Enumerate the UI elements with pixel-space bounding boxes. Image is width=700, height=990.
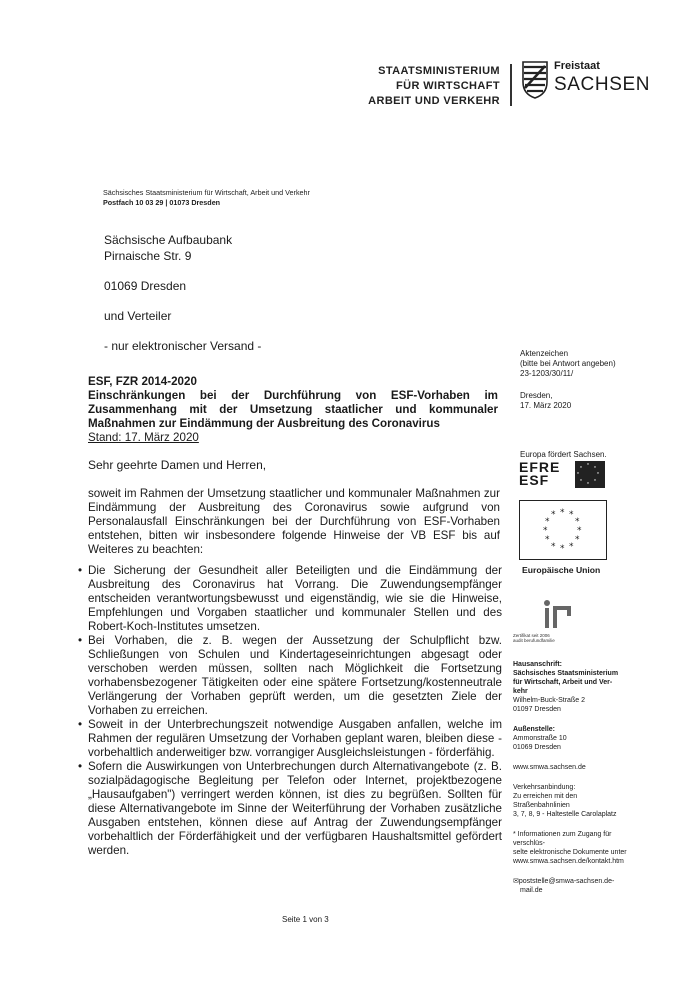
svg-text:*: * [560, 544, 565, 554]
reference-note: (bitte bei Antwort angeben) [520, 359, 616, 368]
address-line: 01097 Dresden [513, 706, 561, 713]
greeting: Sehr geehrte Damen und Herren, [88, 458, 267, 472]
svg-text:*: * [580, 466, 582, 472]
subject-block [88, 375, 498, 445]
subject-stand: Stand: 17. März 2020 [88, 431, 199, 444]
email-text: poststelle@smwa-sachsen.de- [518, 878, 615, 885]
email-block[interactable] [513, 877, 628, 895]
transport-line: 3, 7, 8, 9 - Haltestelle Carolaplatz [513, 811, 617, 818]
svg-text:*: * [569, 542, 574, 552]
svg-text:*: * [543, 526, 548, 536]
svg-text:*: * [569, 510, 574, 520]
bullet-icon: • [78, 564, 83, 577]
address-line: kehr [513, 688, 528, 695]
subject-title: Einschränkungen bei der Durchführung von ESF-Vorhaben im Zusammenhang mit der Umsetzung staatlicher und kommunaler Maßnahmen zur Eindämmung der Ausbreitung des Coronavirus [88, 389, 498, 430]
recipient-city: 01069 Dresden [104, 279, 187, 293]
address-block [513, 660, 628, 714]
bullet-text: Sofern die Auswirkungen von Unterbrechungen durch Alternativangebote (z. B. sozialpädagogische Begleitung per Telefon oder Internet, projektbezogene „Hausaufgaben") verringert werden können, ist dies zu begrüßen. Sollten für diese Alternativangebote im Sinne der Weiterführung der Vorhaben zusätzliche Ausgaben entstehen, können diese auf Antrag der Zuwendungsempfänger vorbehaltlich der Förderfähigkeit und der verfügbaren Haushaltsmittel gefördert werden. [88, 760, 502, 857]
svg-text:*: * [587, 482, 589, 488]
reference-number: 23-1203/30/11/ [520, 369, 574, 378]
list-item [78, 634, 502, 718]
bullet-icon: • [78, 718, 83, 731]
saxony-crest-icon [521, 60, 549, 100]
svg-text:*: * [577, 526, 582, 536]
address-line: für Wirtschaft, Arbeit und Ver- [513, 679, 613, 686]
svg-text:*: * [551, 542, 556, 552]
bullet-text: Bei Vorhaben, die z. B. wegen der Aussetzung der Schulpflicht bzw. Schließungen von Schulen und Kindertageseinrichtungen abgesagt oder verschoben werden müssen, sollten nach Möglichkeit die Fortsetzung vorhabensbezogener Tätigkeiten oder eine spätere Fortsetzung/kostenneutrale Verlängerung der Vorhaben geprüft werden, um die gesetzten Ziele der Vorhaben zu erreichen. [88, 634, 502, 717]
bullet-icon: • [78, 634, 83, 647]
transport-label: Verkehrsanbindung: [513, 784, 576, 791]
eu-mini-flag-icon [575, 461, 605, 488]
eu-flag-icon [519, 500, 607, 560]
svg-text:*: * [577, 472, 579, 478]
note-line: selte elektronische Dokumente unter [513, 849, 627, 856]
svg-text:*: * [597, 472, 599, 478]
sender-line-1: Sächsisches Staatsministerium für Wirtschaft, Arbeit und Verkehr [103, 188, 310, 197]
bullet-text: Die Sicherung der Gesundheit aller Beteiligten und die Eindämmung der Ausbreitung des Coronavirus hat Vorrang. Die Zuwendungsempfänger entscheiden verantwortungsbewusst und eigenständig, wie sie die Hinweise, Empfehlungen und Vorgaben staatlicher und kommunaler Stellen und des Robert-Koch-Institutes umsetzen. [88, 564, 502, 633]
sachsen-label: SACHSEN [554, 74, 651, 95]
svg-text:*: * [545, 535, 550, 545]
branch-line: 01069 Dresden [513, 744, 561, 751]
subject-line: ESF, FZR 2014-2020 [88, 375, 197, 388]
cert-line-1: Zertifikat seit 2006 [513, 633, 550, 638]
note-line: www.smwa.sachsen.de/kontakt.htm [513, 858, 624, 865]
svg-text:*: * [545, 517, 550, 527]
reference-block [520, 349, 616, 379]
bullet-list [78, 564, 502, 858]
letterhead-divider [510, 64, 512, 106]
address-line: Sächsisches Staatsministerium [513, 670, 619, 677]
certificate-caption [513, 633, 555, 643]
recipient-street: Pirnaische Str. 9 [104, 249, 192, 263]
email-line: mail.de [520, 887, 543, 894]
website-link[interactable]: www.smwa.sachsen.de [513, 764, 586, 771]
bullet-text: Soweit in der Unterbrechungszeit notwendige Ausgaben anfallen, welche im Rahmen der regulären Umsetzung der Vorhaben geplant waren, bleiben diese - vorbehaltlich anderweitiger bzw. vorrangiger Ausgleichsleistungen - förderfähig. [88, 718, 502, 759]
recipient-extra: und Verteiler [104, 309, 172, 323]
ministry-line: STAATSMINISTERIUM [378, 65, 500, 77]
europa-foerdert-label: Europa fördert Sachsen. [520, 450, 607, 459]
address-line: Wilhelm-Buck-Straße 2 [513, 697, 585, 704]
address-label: Hausanschrift: [513, 661, 563, 668]
svg-text:*: * [587, 463, 589, 469]
reference-label: Aktenzeichen [520, 349, 569, 358]
recipient-name: Sächsische Aufbaubank [104, 233, 233, 247]
freistaat-label: Freistaat [554, 60, 600, 72]
transport-line: Zu erreichen mit den Straßenbahnlinien [513, 793, 578, 809]
svg-text:*: * [594, 479, 596, 485]
efre-esf-logo [519, 461, 605, 488]
ministry-line: ARBEIT UND VERKEHR [368, 95, 500, 107]
bullet-icon: • [78, 760, 83, 773]
svg-text:*: * [594, 466, 596, 472]
note-line: * Informationen zum Zugang für verschlüs- [513, 831, 612, 847]
eu-label: Europäische Union [522, 565, 601, 575]
cert-line-2: audit berufundfamilie [513, 638, 555, 643]
date-block [520, 391, 571, 411]
sender-line-2: Postfach 10 03 29 | 01073 Dresden [103, 197, 221, 207]
svg-text:*: * [551, 510, 556, 520]
list-item [78, 760, 502, 858]
ministry-line: FÜR WIRTSCHAFT [396, 80, 500, 92]
svg-text:*: * [580, 479, 582, 485]
transport-block [513, 783, 628, 819]
page-number: Seite 1 von 3 [282, 915, 329, 924]
list-item [78, 718, 502, 760]
svg-text:*: * [575, 517, 580, 527]
recipient-address [104, 232, 261, 354]
list-item [78, 564, 502, 634]
letter-date: 17. März 2020 [520, 401, 572, 410]
branch-line: Ammonstraße 10 [513, 735, 567, 742]
audit-berufundfamilie-icon [535, 598, 579, 630]
svg-text:*: * [560, 508, 565, 518]
intro-paragraph: soweit im Rahmen der Umsetzung staatlicher und kommunaler Maßnahmen zur Eindämmung der Ausbreitung des Coronavirus sowie aufgrund von Personalausfall Einschränkungen bei der Durchführung von ESF-Vorhaben entstehen, bitten wir insbesondere folgende Hinweise der VB ESF bis auf Weiteres zu beachten: [88, 487, 500, 556]
email-line[interactable] [513, 877, 628, 886]
branch-block [513, 725, 628, 752]
contact-info [513, 660, 628, 895]
date-place: Dresden, [520, 391, 553, 400]
sender-line [103, 188, 310, 207]
mail-icon: ✉ [513, 878, 519, 885]
encryption-note [513, 830, 628, 866]
svg-text:*: * [575, 535, 580, 545]
dispatch-note: - nur elektronischer Versand - [104, 339, 262, 353]
ministry-name [368, 64, 500, 109]
branch-label: Außenstelle: [513, 726, 556, 733]
efre-label: EFRE [519, 459, 561, 475]
esf-label: ESF [519, 472, 550, 488]
